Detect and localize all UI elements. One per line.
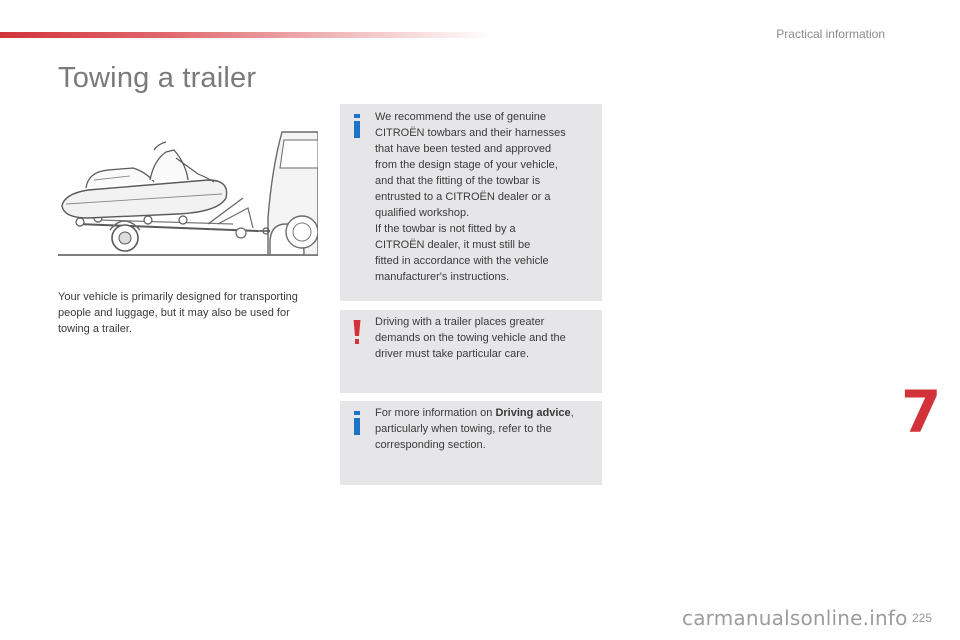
page-number: 225 xyxy=(912,611,933,625)
text-line: demands on the towing vehicle and the xyxy=(375,332,566,344)
text-line: qualified workshop. xyxy=(375,207,470,219)
text-line: driver must take particular care. xyxy=(375,348,530,360)
text-line: fitted in accordance with the vehicle xyxy=(375,255,549,267)
text-line: manufacturer's instructions. xyxy=(375,271,510,283)
info-box-towbar xyxy=(340,104,602,301)
info-icon xyxy=(352,411,362,435)
text-line: from the design stage of your vehicle, xyxy=(375,159,558,171)
chapter-number: 7 xyxy=(901,378,942,446)
text-prefix: For more information on xyxy=(375,407,496,419)
text-line: If the towbar is not fitted by a xyxy=(375,223,516,235)
watermark: carmanualsonline.info xyxy=(682,606,908,630)
info-icon xyxy=(352,114,362,138)
info-box-text xyxy=(375,405,593,453)
text-line: and that the fitting of the towbar is xyxy=(375,175,541,187)
driving-advice-reference: Driving advice xyxy=(495,407,571,419)
info-box-driving-advice xyxy=(340,401,602,485)
info-box-text xyxy=(375,109,593,285)
page-title: Towing a trailer xyxy=(58,62,257,94)
intro-text: Your vehicle is primarily designed for transporting people and luggage, but it may also be used for towing a trailer. xyxy=(58,291,298,335)
text-line: that have been tested and approved xyxy=(375,143,552,155)
text-line: We recommend the use of genuine xyxy=(375,111,547,123)
text-line: CITROËN dealer, it must still be xyxy=(375,239,531,251)
text-line: CITROËN towbars and their harnesses xyxy=(375,127,566,139)
text-line: Driving with a trailer places greater xyxy=(375,316,545,328)
text-suffix: , particularly when towing, refer to the corresponding section. xyxy=(375,407,574,451)
header-accent-band xyxy=(0,32,490,38)
warning-icon xyxy=(352,320,362,344)
warning-box xyxy=(340,310,602,393)
warning-box-text xyxy=(375,314,593,362)
text-line: entrusted to a CITROËN dealer or a xyxy=(375,191,551,203)
trailer-illustration xyxy=(58,128,318,260)
section-header: Practical information xyxy=(776,27,885,41)
